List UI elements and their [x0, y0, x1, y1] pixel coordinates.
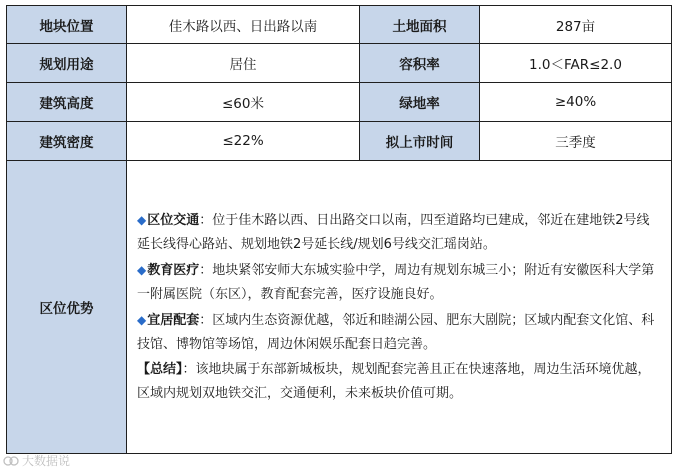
- table-row: [7, 44, 672, 83]
- label-land-area: 土地面积: [360, 6, 480, 44]
- text-education: ：地块紧邻安师大东城实验中学，周边有规划东城三小；附近有安徽医科大学第一附属医院（东区），教育配套完善，医疗设施良好。: [137, 262, 655, 302]
- label-building-density: 建筑密度: [7, 122, 127, 161]
- heading-living: 宜居配套: [147, 312, 200, 328]
- text-traffic: ：位于佳木路以西、日出路交口以南，四至道路均已建成，邻近在建地铁2号线延长线得心路站、规划地铁2号延长线/规划6号线交汇瑶岗站。: [137, 212, 650, 252]
- location-advantage-description: [127, 161, 672, 454]
- paragraph-summary: [137, 358, 661, 407]
- value-building-height: ≤60米: [127, 83, 360, 122]
- label-planned-use: 规划用途: [7, 44, 127, 83]
- heading-summary: 【总结】: [137, 361, 183, 377]
- value-land-area: 287亩: [480, 6, 672, 44]
- text-living: ：区域内生态资源优越，邻近和睦湖公园、肥东大剧院；区域内配套文化馆、科技馆、博物馆等场馆，周边休闲娱乐配套日趋完善。: [137, 312, 655, 352]
- text-summary: ：该地块属于东部新城板块，规划配套完善且正在快速落地，周边生活环境优越，区域内规划双地铁交汇，交通便利，未来板块价值可期。: [137, 361, 651, 401]
- logo-icon: [3, 454, 19, 468]
- diamond-bullet-icon: ◆: [137, 262, 147, 277]
- value-listing-time: 三季度: [480, 122, 672, 161]
- table-row: [7, 6, 672, 44]
- paragraph-traffic: [137, 208, 661, 258]
- value-building-density: ≤22%: [127, 122, 360, 161]
- label-listing-time: 拟上市时间: [360, 122, 480, 161]
- table-row: [7, 83, 672, 122]
- label-green-ratio: 绿地率: [360, 83, 480, 122]
- land-info-sheet: [6, 5, 671, 471]
- paragraph-living: [137, 308, 661, 358]
- label-building-height: 建筑高度: [7, 83, 127, 122]
- watermark-text: 大数据说: [22, 454, 71, 468]
- label-location: 地块位置: [7, 6, 127, 44]
- diamond-bullet-icon: ◆: [137, 312, 147, 327]
- table-row-advantage: [7, 161, 672, 454]
- heading-education: 教育医疗: [147, 262, 200, 278]
- label-plot-ratio: 容积率: [360, 44, 480, 83]
- heading-traffic: 区位交通: [147, 212, 200, 228]
- value-plot-ratio: 1.0＜FAR≤2.0: [480, 44, 672, 83]
- diamond-bullet-icon: ◆: [137, 212, 147, 227]
- paragraph-education: [137, 258, 661, 308]
- label-location-advantage: 区位优势: [7, 161, 127, 454]
- table-row: [7, 122, 672, 161]
- watermark: [3, 452, 70, 469]
- land-info-table: [6, 5, 672, 454]
- value-green-ratio: ≥40%: [480, 83, 672, 122]
- value-location: 佳木路以西、日出路以南: [127, 6, 360, 44]
- value-planned-use: 居住: [127, 44, 360, 83]
